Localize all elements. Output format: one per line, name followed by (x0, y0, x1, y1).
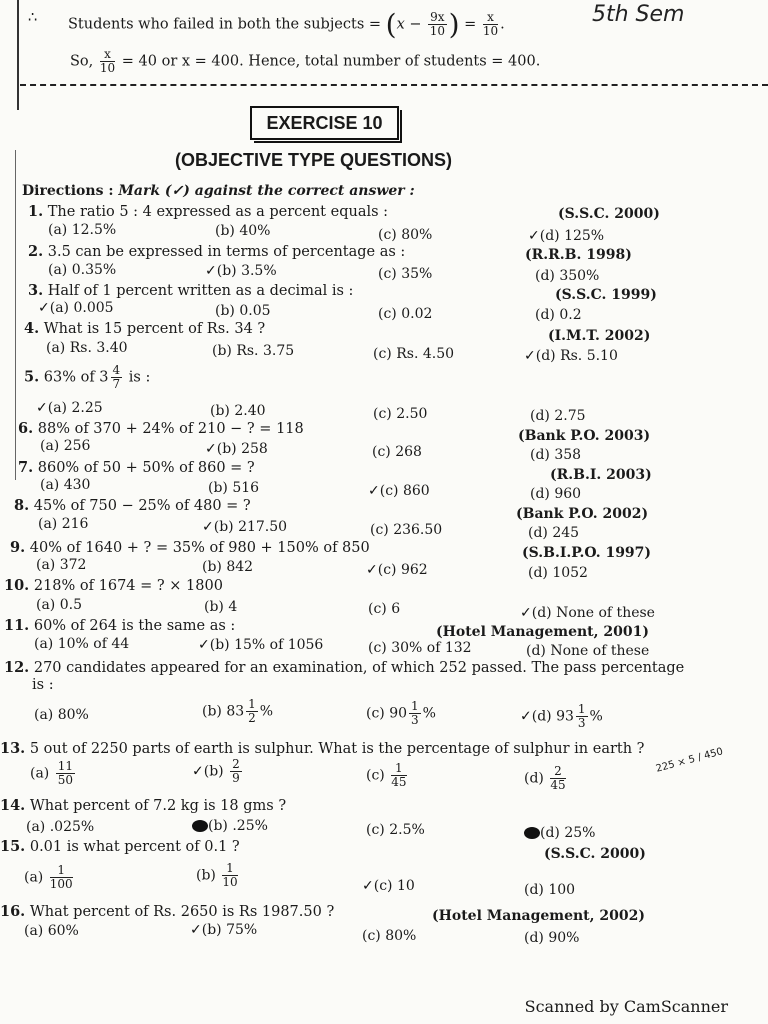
tick-mark: ✓ (524, 348, 536, 364)
header-line-1: Students who failed in both the subjects = (x − $\frac{9x}{10}$ ) = $\frac{x}{10}$ . (68, 8, 505, 41)
question-13: 13. 5 out of 2250 parts of earth is sulphur. What is the percentage of sulphur in earth ? (0, 740, 645, 757)
q5-option-c[interactable]: (c) 2.50 (373, 406, 428, 422)
handwritten-note: 5th Sem (592, 2, 685, 27)
question-12-cont: is : (32, 677, 54, 693)
tick-mark: ✓ (366, 562, 378, 578)
q14-option-b[interactable]: (b) .25% (192, 818, 268, 834)
q2-option-d[interactable]: (d) 350% (535, 268, 600, 284)
q7-option-b[interactable]: (b) 516 (208, 480, 260, 496)
q6-source: (Bank P.O. 2003) (518, 428, 651, 444)
q14-option-d[interactable]: (d) 25% (524, 825, 595, 841)
tick-mark: ✓ (362, 878, 374, 894)
q13-option-c[interactable]: (c) $\frac{1}{45}$ (366, 761, 407, 790)
q9-option-d[interactable]: (d) 1052 (528, 565, 588, 581)
tick-mark: ✓ (38, 300, 50, 316)
scribbled-mark (192, 820, 208, 832)
q11-option-a[interactable]: (a) 10% of 44 (34, 636, 130, 652)
q14-option-c[interactable]: (c) 2.5% (366, 822, 425, 838)
q4-source: (I.M.T. 2002) (548, 328, 651, 344)
q8-option-b[interactable]: ✓(b) 217.50 (202, 519, 288, 535)
section-divider (20, 84, 768, 86)
tick-mark: ✓ (36, 400, 48, 416)
q16-option-d[interactable]: (d) 90% (524, 930, 580, 946)
tick-mark: ✓ (192, 763, 204, 780)
q8-source: (Bank P.O. 2002) (516, 506, 649, 522)
q7-source: (R.B.I. 2003) (550, 467, 652, 483)
q16-option-c[interactable]: (c) 80% (362, 928, 417, 944)
q7-option-d[interactable]: (d) 960 (530, 486, 582, 502)
q8-option-d[interactable]: (d) 245 (528, 525, 580, 541)
tick-mark: ✓ (368, 483, 380, 499)
directions: Directions : Mark (✓) against the correct answer : (22, 183, 415, 199)
question-5: 5. 63% of 3 $\frac{4}{7}$ is : (24, 363, 151, 392)
q2-source: (R.R.B. 1998) (525, 247, 632, 263)
var-x: x (396, 16, 405, 33)
question-2: 2. 3.5 can be expressed in terms of percentage as : (28, 243, 406, 260)
fraction-9x-10: $\frac{9x}{10}$ (429, 9, 445, 38)
q2-option-a[interactable]: (a) 0.35% (48, 262, 117, 278)
q4-option-a[interactable]: (a) Rs. 3.40 (46, 340, 128, 356)
q4-option-d[interactable]: ✓(d) Rs. 5.10 (524, 348, 618, 364)
q3-option-d[interactable]: (d) 0.2 (535, 307, 582, 323)
question-11: 11. 60% of 264 is the same as : (4, 617, 236, 634)
question-10: 10. 218% of 1674 = ? × 1800 (4, 577, 223, 594)
q15-source: (S.S.C. 2000) (544, 846, 646, 862)
question-6: 6. 88% of 370 + 24% of 210 − ? = 118 (18, 420, 304, 437)
q13-option-a[interactable]: (a) $\frac{11}{50}$ (30, 759, 74, 788)
q2-option-b[interactable]: ✓(b) 3.5% (205, 263, 277, 279)
fraction-4-7: $\frac{4}{7}$ (112, 363, 121, 392)
q1-option-d[interactable]: ✓(d) 125% (528, 228, 605, 244)
q9-option-a[interactable]: (a) 372 (36, 557, 87, 573)
q10-option-c[interactable]: (c) 6 (368, 601, 401, 617)
q6-option-c[interactable]: (c) 268 (372, 444, 422, 460)
tick-mark: ✓ (205, 263, 217, 279)
q9-option-b[interactable]: (b) 842 (202, 559, 254, 575)
therefore-symbol: ∴ (28, 10, 38, 26)
q11-option-b[interactable]: ✓(b) 15% of 1056 (198, 637, 324, 653)
q8-option-c[interactable]: (c) 236.50 (370, 522, 443, 538)
q16-source: (Hotel Management, 2002) (432, 908, 645, 924)
q12-option-c[interactable]: (c) 90 $\frac{1}{3}$ % (366, 699, 436, 728)
q3-source: (S.S.C. 1999) (555, 287, 657, 303)
q1-option-c[interactable]: (c) 80% (378, 227, 433, 243)
q11-option-c[interactable]: (c) 30% of 132 (368, 640, 472, 656)
q6-option-d[interactable]: (d) 358 (530, 447, 582, 463)
question-3: 3. Half of 1 percent written as a decimal is : (28, 282, 354, 299)
q1-source: (S.S.C. 2000) (558, 206, 660, 222)
question-8: 8. 45% of 750 − 25% of 480 = ? (14, 497, 251, 514)
question-15: 15. 0.01 is what percent of 0.1 ? (0, 838, 240, 855)
fraction-x-10: $\frac{x}{10}$ (482, 9, 499, 38)
q15-option-c[interactable]: ✓(c) 10 (362, 878, 415, 894)
q4-option-b[interactable]: (b) Rs. 3.75 (212, 343, 295, 359)
question-4: 4. What is 15 percent of Rs. 34 ? (24, 320, 266, 337)
q10-option-a[interactable]: (a) 0.5 (36, 597, 82, 613)
q12-option-a[interactable]: (a) 80% (34, 707, 89, 723)
q7-option-c[interactable]: ✓(c) 860 (368, 483, 430, 499)
q3-option-c[interactable]: (c) 0.02 (378, 306, 433, 322)
q14-option-a[interactable]: (a) .025% (26, 819, 95, 835)
q12-option-d[interactable]: ✓(d) 93 $\frac{1}{3}$ % (520, 702, 603, 731)
q6-option-a[interactable]: (a) 256 (40, 438, 91, 454)
q16-option-b[interactable]: ✓(b) 75% (190, 922, 258, 938)
q13-option-d[interactable]: (d) $\frac{2}{45}$ (524, 764, 566, 793)
footer-watermark: Scanned by CamScanner (524, 997, 728, 1016)
tick-mark: ✓ (190, 922, 202, 938)
subtitle: (OBJECTIVE TYPE QUESTIONS) (175, 150, 453, 170)
exercise-title: EXERCISE 10 (250, 106, 399, 140)
q7-option-a[interactable]: (a) 430 (40, 477, 91, 493)
q2-option-c[interactable]: (c) 35% (378, 266, 433, 282)
q6-option-b[interactable]: ✓(b) 258 (205, 441, 268, 457)
header-line-2: So, $\frac{x}{10}$ = 40 or x = 400. Hence, total number of students = 400. (70, 47, 541, 76)
tick-mark: ✓ (205, 441, 217, 457)
q15-option-d[interactable]: (d) 100 (524, 882, 576, 898)
question-1: 1. The ratio 5 : 4 expressed as a percent equals : (28, 203, 389, 220)
q5-option-a[interactable]: ✓(a) 2.25 (36, 400, 103, 416)
tick-mark: ✓ (520, 605, 532, 621)
q1-option-b[interactable]: (b) 40% (215, 223, 271, 239)
q9-source: (S.B.I.P.O. 1997) (522, 545, 652, 561)
q1-option-a[interactable]: (a) 12.5% (48, 222, 117, 238)
tick-mark: ✓ (198, 637, 210, 653)
q5-option-b[interactable]: (b) 2.40 (210, 403, 266, 419)
margin-line-lower (15, 150, 16, 480)
fraction-x-10-b: $\frac{x}{10}$ (99, 47, 116, 76)
question-12: 12. 270 candidates appeared for an examination, of which 252 passed. The pass percentage (4, 659, 685, 676)
q3-option-b[interactable]: (b) 0.05 (215, 303, 271, 319)
q9-option-c[interactable]: ✓(c) 962 (366, 562, 428, 578)
q11-option-d[interactable]: (d) None of these (526, 643, 650, 659)
q13-option-b[interactable]: ✓(b) $\frac{2}{9}$ (192, 757, 240, 786)
q10-option-b[interactable]: (b) 4 (204, 599, 238, 615)
q8-option-a[interactable]: (a) 216 (38, 516, 89, 532)
question-7: 7. 860% of 50 + 50% of 860 = ? (18, 459, 255, 476)
q15-option-b[interactable]: (b) $\frac{1}{10}$ (196, 861, 238, 890)
equals-sign: = (464, 16, 477, 33)
tick-mark: ✓ (520, 708, 532, 725)
question-16: 16. What percent of Rs. 2650 is Rs 1987.50 ? (0, 903, 335, 920)
header-line-1-text: Students who failed in both the subjects = (68, 16, 382, 33)
question-9: 9. 40% of 1640 + ? = 35% of 980 + 150% of 850 (10, 539, 370, 556)
q10-option-d[interactable]: ✓(d) None of these (520, 605, 655, 621)
minus-sign: − (409, 16, 422, 33)
q5-option-d[interactable]: (d) 2.75 (530, 408, 586, 424)
q4-option-c[interactable]: (c) Rs. 4.50 (373, 346, 455, 362)
question-14: 14. What percent of 7.2 kg is 18 gms ? (0, 797, 287, 814)
scribbled-mark (524, 827, 540, 839)
tick-mark: ✓ (528, 228, 540, 244)
q15-option-a[interactable]: (a) $\frac{1}{100}$ (24, 863, 73, 892)
q11-source: (Hotel Management, 2001) (436, 624, 649, 640)
q12-option-b[interactable]: (b) 83 $\frac{1}{2}$ % (202, 697, 274, 726)
tick-mark: ✓ (202, 519, 214, 535)
q16-option-a[interactable]: (a) 60% (24, 923, 79, 939)
margin-scribble: 225 × 5 / 450 (654, 746, 725, 775)
q3-option-a[interactable]: ✓(a) 0.005 (38, 300, 114, 316)
margin-line (17, 0, 19, 110)
